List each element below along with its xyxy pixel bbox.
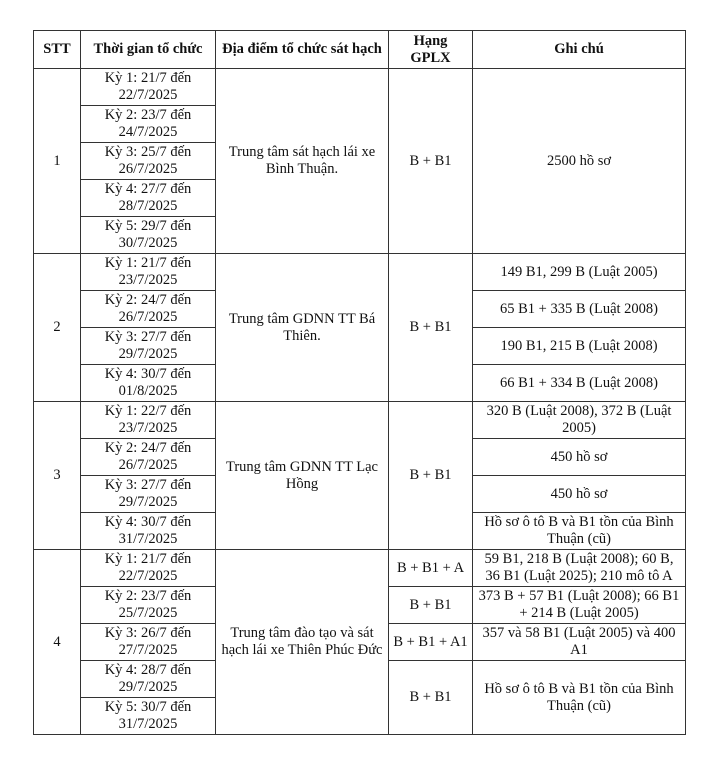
stt-cell: 2	[34, 254, 81, 402]
stt-cell: 3	[34, 402, 81, 550]
header-license-class: Hạng GPLX	[389, 31, 473, 69]
note-cell: 357 và 58 B1 (Luật 2005) và 400 A1	[473, 624, 686, 661]
license-class-cell: B + B1	[389, 661, 473, 735]
note-cell: 66 B1 + 334 B (Luật 2008)	[473, 365, 686, 402]
note-cell: Hồ sơ ô tô B và B1 tồn của Bình Thuận (cũ)	[473, 661, 686, 735]
stt-cell: 1	[34, 69, 81, 254]
note-cell: 59 B1, 218 B (Luật 2008); 60 B, 36 B1 (Luật 2025); 210 mô tô A	[473, 550, 686, 587]
period-cell: Kỳ 2: 24/7 đến 26/7/2025	[81, 291, 216, 328]
location-cell: Trung tâm GDNN TT Bá Thiên.	[216, 254, 389, 402]
license-class-cell: B + B1	[389, 254, 473, 402]
period-cell: Kỳ 5: 30/7 đến 31/7/2025	[81, 698, 216, 735]
location-cell: Trung tâm sát hạch lái xe Bình Thuận.	[216, 69, 389, 254]
license-class-cell: B + B1	[389, 587, 473, 624]
period-cell: Kỳ 2: 23/7 đến 24/7/2025	[81, 106, 216, 143]
note-cell: 149 B1, 299 B (Luật 2005)	[473, 254, 686, 291]
period-cell: Kỳ 3: 27/7 đến 29/7/2025	[81, 328, 216, 365]
table-row	[34, 402, 686, 439]
license-class-cell: B + B1 + A	[389, 550, 473, 587]
note-cell: 450 hồ sơ	[473, 439, 686, 476]
header-stt: STT	[34, 31, 81, 69]
period-cell: Kỳ 2: 24/7 đến 26/7/2025	[81, 439, 216, 476]
period-cell: Kỳ 1: 21/7 đến 22/7/2025	[81, 69, 216, 106]
header-location: Địa điểm tổ chức sát hạch	[216, 31, 389, 69]
license-class-cell: B + B1	[389, 402, 473, 550]
table-row	[34, 550, 686, 587]
period-cell: Kỳ 3: 27/7 đến 29/7/2025	[81, 476, 216, 513]
period-cell: Kỳ 2: 23/7 đến 25/7/2025	[81, 587, 216, 624]
period-cell: Kỳ 3: 25/7 đến 26/7/2025	[81, 143, 216, 180]
stt-cell: 4	[34, 550, 81, 735]
exam-schedule-table	[33, 30, 686, 735]
header-time: Thời gian tổ chức	[81, 31, 216, 69]
note-cell: 65 B1 + 335 B (Luật 2008)	[473, 291, 686, 328]
period-cell: Kỳ 5: 29/7 đến 30/7/2025	[81, 217, 216, 254]
table-row	[34, 254, 686, 291]
table-row	[34, 69, 686, 106]
note-cell: 190 B1, 215 B (Luật 2008)	[473, 328, 686, 365]
note-cell: 2500 hồ sơ	[473, 69, 686, 254]
note-cell: 373 B + 57 B1 (Luật 2008); 66 B1 + 214 B (Luật 2005)	[473, 587, 686, 624]
note-cell: 450 hồ sơ	[473, 476, 686, 513]
location-cell: Trung tâm đào tạo và sát hạch lái xe Thiên Phúc Đức	[216, 550, 389, 735]
period-cell: Kỳ 3: 26/7 đến 27/7/2025	[81, 624, 216, 661]
period-cell: Kỳ 4: 30/7 đến 01/8/2025	[81, 365, 216, 402]
location-cell: Trung tâm GDNN TT Lạc Hồng	[216, 402, 389, 550]
header-row	[34, 31, 686, 69]
license-class-cell: B + B1 + A1	[389, 624, 473, 661]
period-cell: Kỳ 4: 30/7 đến 31/7/2025	[81, 513, 216, 550]
header-note: Ghi chú	[473, 31, 686, 69]
period-cell: Kỳ 1: 21/7 đến 22/7/2025	[81, 550, 216, 587]
license-class-cell: B + B1	[389, 69, 473, 254]
period-cell: Kỳ 1: 21/7 đến 23/7/2025	[81, 254, 216, 291]
note-cell: Hồ sơ ô tô B và B1 tồn của Bình Thuận (cũ)	[473, 513, 686, 550]
period-cell: Kỳ 4: 28/7 đến 29/7/2025	[81, 661, 216, 698]
period-cell: Kỳ 4: 27/7 đến 28/7/2025	[81, 180, 216, 217]
note-cell: 320 B (Luật 2008), 372 B (Luật 2005)	[473, 402, 686, 439]
period-cell: Kỳ 1: 22/7 đến 23/7/2025	[81, 402, 216, 439]
